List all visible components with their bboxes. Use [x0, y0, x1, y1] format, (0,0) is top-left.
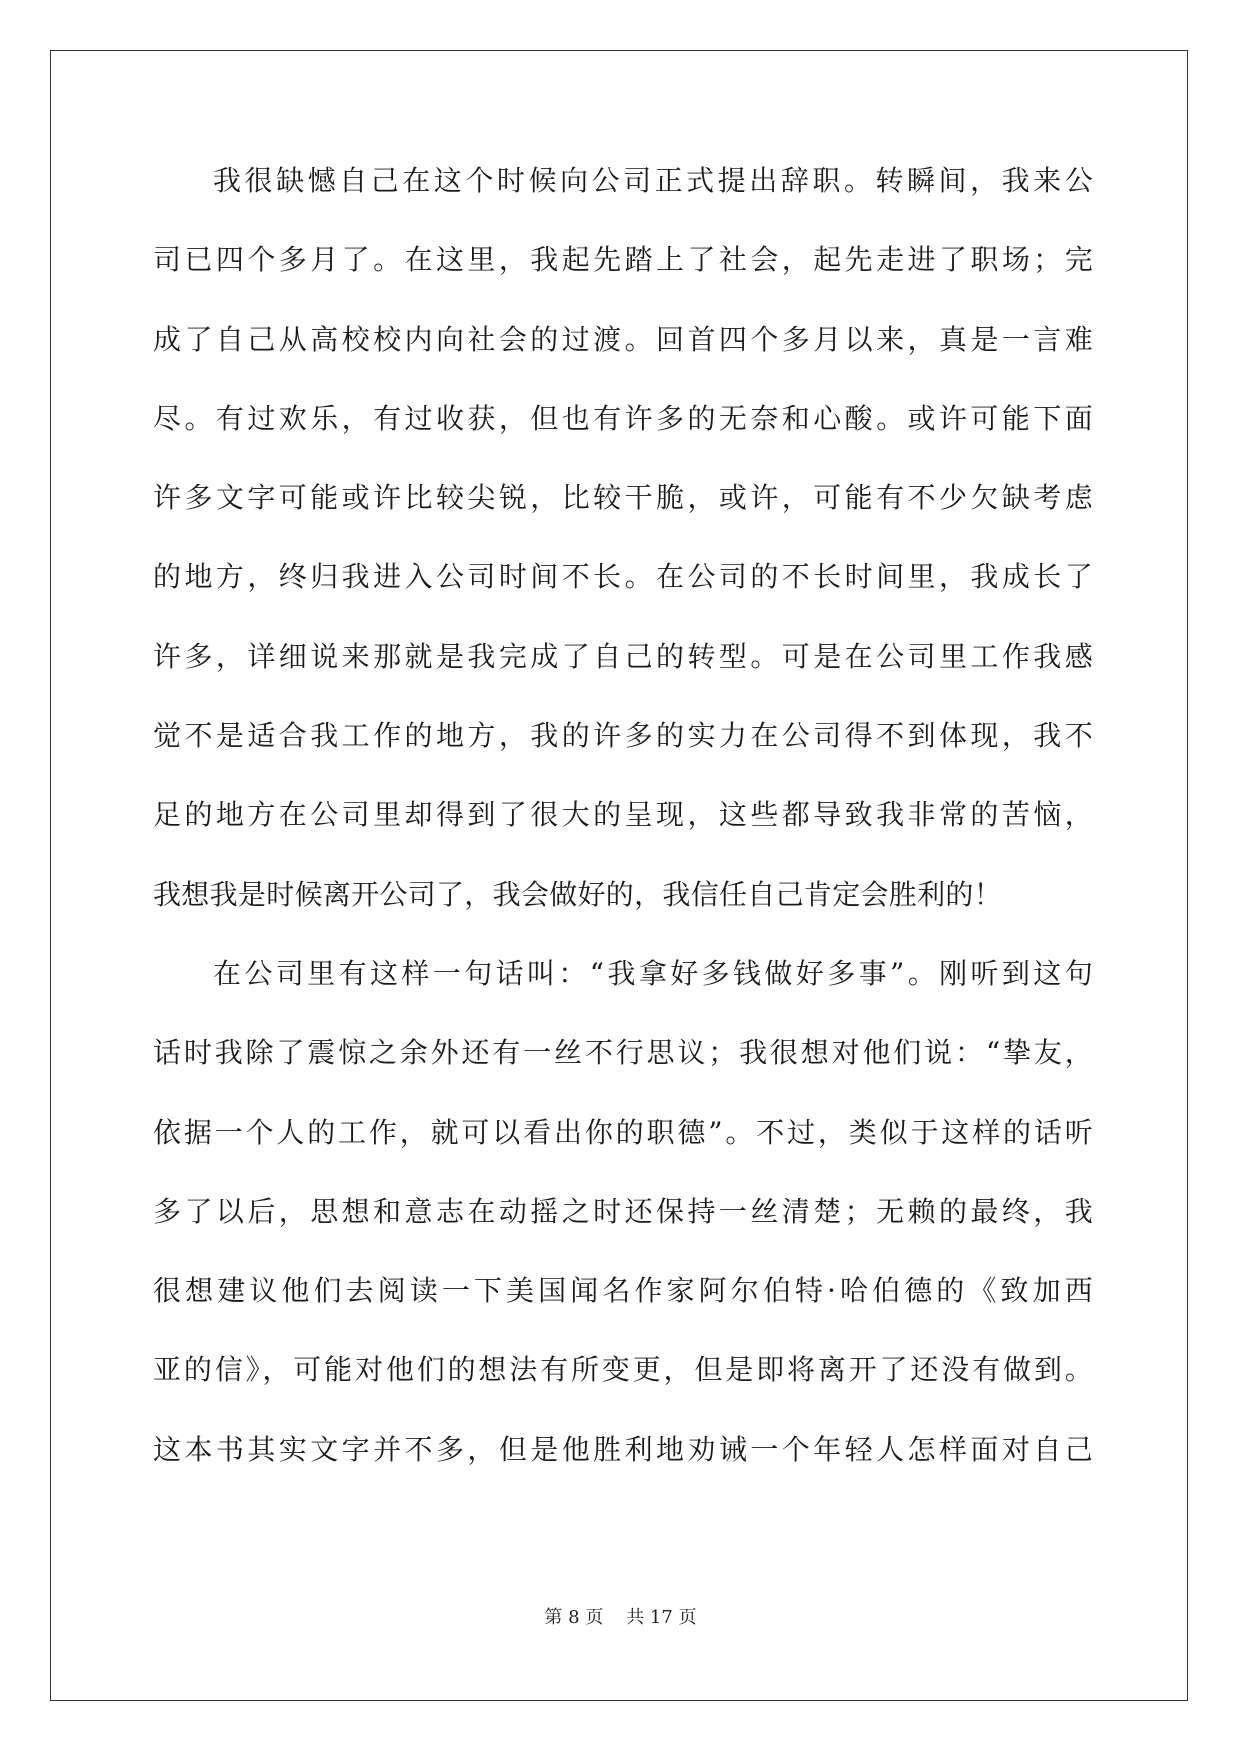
paragraph-1-line-5: 许多文字可能或许比较尖锐，比较干脆，或许，可能有不少欠缺考虑 [153, 481, 1093, 515]
paragraph-1-line-1: 我很缺憾自己在这个时候向公司正式提出辞职。转瞬间，我来公 [213, 164, 1093, 197]
paragraph-2-line-6: 亚的信》，可能对他们的想法有所变更，但是即将离开了还没有做到。 [153, 1353, 1093, 1387]
paragraph-1-line-7: 许多，详细说来那就是我完成了自己的转型。可是在公司里工作我感 [153, 639, 1093, 673]
paragraph-1-line-4: 尽。有过欢乐，有过收获，但也有许多的无奈和心酸。或许可能下面 [153, 401, 1093, 435]
paragraph-2-line-7: 这本书其实文字并不多，但是他胜利地劝诫一个年轻人怎样面对自己 [153, 1432, 1093, 1466]
paragraph-1-line-9: 足的地方在公司里却得到了很大的呈现，这些都导致我非常的苦恼， [153, 798, 1093, 832]
page-number-footer: 第 8 页 共 17 页 [544, 1607, 697, 1628]
paragraph-1-line-6: 的地方，终归我进入公司时间不长。在公司的不长时间里，我成长了 [153, 560, 1093, 594]
paragraph-1-line-3: 成了自己从高校校内向社会的过渡。回首四个多月以来，真是一言难 [153, 322, 1093, 356]
paragraph-2-line-3: 依据一个人的工作，就可以看出你的职德”。不过，类似于这样的话听 [153, 1115, 1093, 1149]
paragraph-2-line-1: 在公司里有这样一句话叫：“我拿好多钱做好多事”。刚听到这句 [213, 956, 1093, 990]
paragraph-2-line-4: 多了以后，思想和意志在动摇之时还保持一丝清楚；无赖的最终，我 [153, 1194, 1093, 1228]
paragraph-2-line-5: 很想建议他们去阅读一下美国闻名作家阿尔伯特·哈伯德的《致加西 [153, 1274, 1093, 1308]
paragraph-1-line-2: 司已四个多月了。在这里，我起先踏上了社会，起先走进了职场；完 [153, 243, 1093, 277]
document-body [153, 161, 1093, 1509]
paragraph-2-line-2: 话时我除了震惊之余外还有一丝不行思议；我很想对他们说：“挚友， [153, 1036, 1093, 1070]
paragraph-1-line-8: 觉不是适合我工作的地方，我的许多的实力在公司得不到体现，我不 [153, 719, 1093, 753]
paragraph-1-line-10: 我想我是时候离开公司了，我会做好的，我信任自己肯定会胜利的！ [153, 877, 1003, 911]
